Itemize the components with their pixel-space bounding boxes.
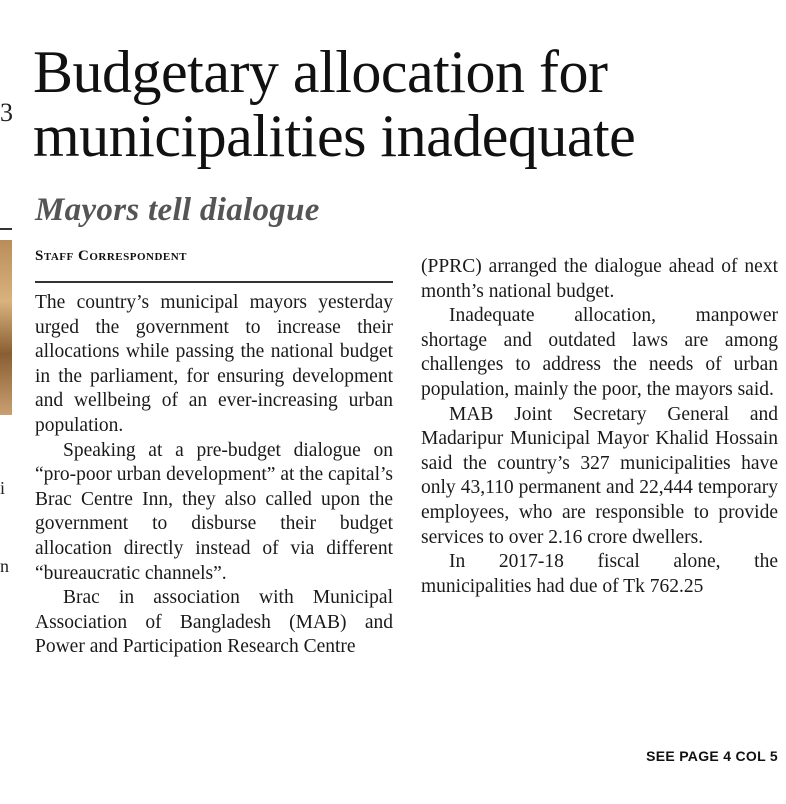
article-column-2 xyxy=(421,255,778,599)
paragraph: (PPRC) arranged the dialogue ahead of next month’s national budget. xyxy=(421,256,778,302)
continuation-jump-line: SEE PAGE 4 COL 5 xyxy=(646,748,778,764)
paragraph: Brac in association with Municipal Association of Bangladesh (MAB) and Power and Participation Research Centre xyxy=(35,587,393,658)
paragraph: In 2017-18 fiscal alone, the municipalities had due of Tk 762.25 xyxy=(421,551,778,597)
paragraph: The country’s municipal mayors yesterday urged the government to increase their allocations while passing the national budget in the parliament, for ensuring development and wellbeing of an ever-increasing urban population. xyxy=(35,292,393,436)
article-headline: Budgetary allocation for municipalities inadequate xyxy=(33,39,636,169)
paragraph: Speaking at a pre-budget dialogue on “pro-poor urban development” at the capital’s Brac Centre Inn, they also called upon the government to disburse their budget allocation directly instead of via different “bureaucratic channels”. xyxy=(35,439,393,584)
paragraph: Inadequate allocation, manpower shortage and outdated laws are among challenges to address the needs of urban population, mainly the poor, the mayors said. xyxy=(421,305,778,400)
adjacent-rule xyxy=(0,228,12,230)
byline: Staff Correspondent xyxy=(35,248,188,264)
adjacent-text-fragment: 3 xyxy=(0,98,13,127)
article-subhead: Mayors tell dialogue xyxy=(35,192,320,228)
byline-rule xyxy=(35,281,393,283)
adjacent-text-fragment: n xyxy=(0,556,9,576)
paragraph: MAB Joint Secretary General and Madaripur Municipal Mayor Khalid Hossain said the country’s 327 municipalities have only 43,110 permanent and 22,444 temporary employees, who are responsible to provide services to over 2.16 crore dwellers. xyxy=(421,403,778,548)
adjacent-text-fragment: i xyxy=(0,478,6,498)
adjacent-article-edge xyxy=(0,0,14,804)
adjacent-photo-edge xyxy=(0,240,12,415)
article-column-1 xyxy=(35,291,393,660)
